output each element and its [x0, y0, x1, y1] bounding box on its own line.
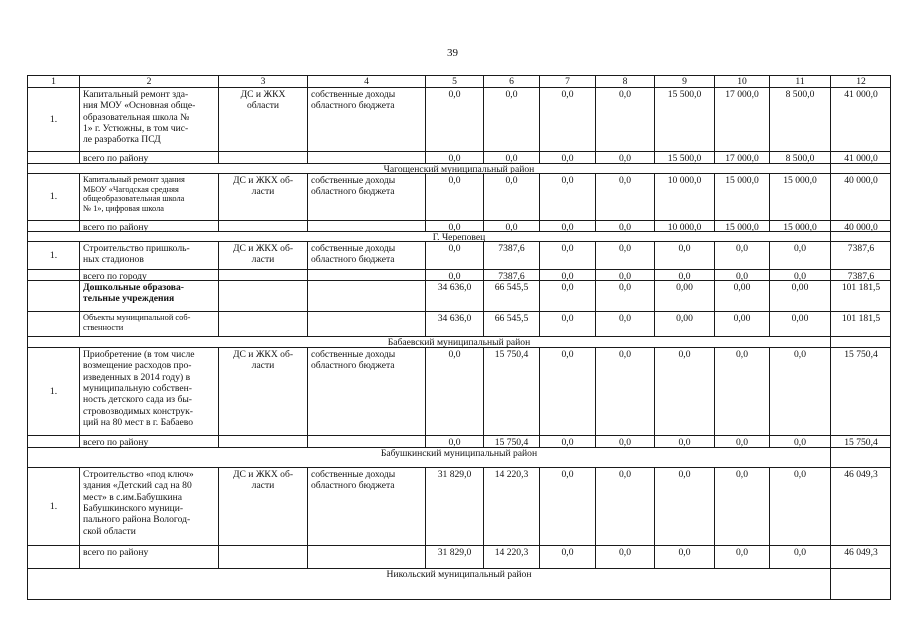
- value-col-11: 0,0: [769, 467, 830, 545]
- row-number: 1.: [27, 347, 79, 435]
- object-name: всего по району: [79, 545, 218, 568]
- value-col-9: 10 000,0: [654, 173, 714, 220]
- value-col-9: 0,00: [654, 280, 714, 311]
- value-col-12: 46 049,3: [830, 467, 891, 545]
- value-col-10: 0,0: [714, 241, 769, 269]
- section-tail-cell: [830, 447, 891, 467]
- value-col-11: 15 000,0: [769, 220, 830, 231]
- value-col-8: 0,0: [595, 269, 654, 280]
- row-number: 1.: [27, 173, 79, 220]
- value-col-10: 17 000,0: [714, 87, 769, 151]
- executor: ДС и ЖКХ области: [218, 87, 307, 151]
- value-col-5: 0,0: [425, 173, 483, 220]
- section-left-border: [27, 568, 34, 600]
- executor: [218, 435, 307, 447]
- section-title: Никольский муниципальный район: [27, 568, 891, 600]
- value-col-6: 14 220,3: [483, 467, 539, 545]
- value-col-7: 0,0: [539, 151, 595, 163]
- funding-source: [307, 311, 425, 336]
- funding-source: собственные доходы областного бюджета: [307, 467, 425, 545]
- section-tail-cell: [830, 568, 891, 600]
- value-col-11: 8 500,0: [769, 151, 830, 163]
- value-col-6: 0,0: [483, 220, 539, 231]
- value-col-7: 0,0: [539, 173, 595, 220]
- section-left-border: [27, 447, 34, 467]
- row-number: [27, 220, 79, 231]
- value-col-12: 101 181,5: [830, 280, 891, 311]
- executor: [218, 545, 307, 568]
- value-col-11: 0,00: [769, 311, 830, 336]
- value-col-7: 0,0: [539, 545, 595, 568]
- value-col-7: 0,0: [539, 87, 595, 151]
- funding-source: [307, 545, 425, 568]
- object-name: всего по району: [79, 220, 218, 231]
- value-col-9: 0,0: [654, 269, 714, 280]
- value-col-9: 0,0: [654, 241, 714, 269]
- section-left-border: [27, 231, 34, 241]
- value-col-12: 40 000,0: [830, 220, 891, 231]
- executor: [218, 151, 307, 163]
- column-header-3: 3: [218, 75, 307, 87]
- object-name: Капитальный ремонт здания МБОУ «Чагодская средняя общеобразовательная школа № 1», цифровая школа: [79, 173, 218, 220]
- value-col-6: 15 750,4: [483, 435, 539, 447]
- section-title: Бабаевский муниципальный район: [27, 336, 891, 347]
- value-col-9: 0,0: [654, 435, 714, 447]
- section-tail-cell: [830, 163, 891, 173]
- row-number: 1.: [27, 467, 79, 545]
- value-col-7: 0,0: [539, 220, 595, 231]
- section-tail-cell: [830, 336, 891, 347]
- object-name: всего по городу: [79, 269, 218, 280]
- value-col-7: 0,0: [539, 435, 595, 447]
- executor: ДС и ЖКХ об- ласти: [218, 467, 307, 545]
- value-col-6: 0,0: [483, 87, 539, 151]
- funding-source: собственные доходы областного бюджета: [307, 87, 425, 151]
- value-col-9: 15 500,0: [654, 151, 714, 163]
- funding-source: [307, 435, 425, 447]
- value-col-5: 31 829,0: [425, 545, 483, 568]
- value-col-6: 14 220,3: [483, 545, 539, 568]
- object-name: Строительство «под ключ» здания «Детский сад на 80 мест» в с.им.Бабушкина Бабушкинского муници- пального района Вологод- ской области: [79, 467, 218, 545]
- column-header-7: 7: [539, 75, 595, 87]
- column-header-10: 10: [714, 75, 769, 87]
- value-col-7: 0,0: [539, 280, 595, 311]
- value-col-7: 0,0: [539, 467, 595, 545]
- value-col-5: 0,0: [425, 87, 483, 151]
- column-header-2: 2: [79, 75, 218, 87]
- value-col-6: 15 750,4: [483, 347, 539, 435]
- funding-source: [307, 220, 425, 231]
- value-col-11: 0,0: [769, 435, 830, 447]
- value-col-8: 0,0: [595, 435, 654, 447]
- value-col-12: 46 049,3: [830, 545, 891, 568]
- value-col-6: 0,0: [483, 151, 539, 163]
- row-number: [27, 545, 79, 568]
- column-header-11: 11: [769, 75, 830, 87]
- section-left-border: [27, 163, 34, 173]
- value-col-10: 0,0: [714, 545, 769, 568]
- value-col-7: 0,0: [539, 269, 595, 280]
- column-header-5: 5: [425, 75, 483, 87]
- row-number: 1.: [27, 87, 79, 151]
- column-header-9: 9: [654, 75, 714, 87]
- value-col-9: 0,0: [654, 347, 714, 435]
- value-col-8: 0,0: [595, 241, 654, 269]
- section-tail-cell: [830, 231, 891, 241]
- row-number: [27, 151, 79, 163]
- row-number: [27, 269, 79, 280]
- value-col-5: 34 636,0: [425, 311, 483, 336]
- object-name: Строительство пришколь- ных стадионов: [79, 241, 218, 269]
- executor: [218, 220, 307, 231]
- value-col-10: 15 000,0: [714, 173, 769, 220]
- value-col-11: 0,00: [769, 280, 830, 311]
- value-col-10: 15 000,0: [714, 220, 769, 231]
- executor: ДС и ЖКХ об- ласти: [218, 173, 307, 220]
- value-col-5: 0,0: [425, 347, 483, 435]
- funding-source: [307, 269, 425, 280]
- row-number: [27, 311, 79, 336]
- value-col-9: 0,0: [654, 545, 714, 568]
- value-col-8: 0,0: [595, 87, 654, 151]
- value-col-5: 0,0: [425, 269, 483, 280]
- value-col-10: 0,0: [714, 269, 769, 280]
- budget-table: [27, 75, 891, 600]
- column-header-8: 8: [595, 75, 654, 87]
- value-col-12: 41 000,0: [830, 151, 891, 163]
- value-col-6: 7387,6: [483, 241, 539, 269]
- value-col-9: 10 000,0: [654, 220, 714, 231]
- column-header-4: 4: [307, 75, 425, 87]
- funding-source: собственные доходы областного бюджета: [307, 173, 425, 220]
- value-col-12: 101 181,5: [830, 311, 891, 336]
- object-name: Дошкольные образова- тельные учреждения: [79, 280, 218, 311]
- value-col-10: 0,0: [714, 435, 769, 447]
- column-header-1: 1: [27, 75, 79, 87]
- value-col-6: 7387,6: [483, 269, 539, 280]
- funding-source: [307, 151, 425, 163]
- section-title: Г. Череповец: [27, 231, 891, 241]
- value-col-12: 40 000,0: [830, 173, 891, 220]
- value-col-10: 0,0: [714, 347, 769, 435]
- executor: ДС и ЖКХ об- ласти: [218, 347, 307, 435]
- value-col-10: 17 000,0: [714, 151, 769, 163]
- value-col-7: 0,0: [539, 311, 595, 336]
- section-title: Бабушкинский муниципальный район: [27, 447, 891, 467]
- executor: [218, 311, 307, 336]
- value-col-8: 0,0: [595, 545, 654, 568]
- value-col-5: 34 636,0: [425, 280, 483, 311]
- value-col-6: 66 545,5: [483, 280, 539, 311]
- page-number: 39: [447, 47, 458, 59]
- value-col-8: 0,0: [595, 467, 654, 545]
- value-col-8: 0,0: [595, 280, 654, 311]
- value-col-12: 7387,6: [830, 241, 891, 269]
- value-col-5: 0,0: [425, 435, 483, 447]
- value-col-6: 0,0: [483, 173, 539, 220]
- column-header-6: 6: [483, 75, 539, 87]
- row-number: 1.: [27, 241, 79, 269]
- value-col-12: 15 750,4: [830, 347, 891, 435]
- value-col-5: 0,0: [425, 220, 483, 231]
- value-col-12: 7387,6: [830, 269, 891, 280]
- value-col-5: 0,0: [425, 241, 483, 269]
- section-left-border: [27, 336, 34, 347]
- value-col-8: 0,0: [595, 347, 654, 435]
- value-col-10: 0,00: [714, 311, 769, 336]
- value-col-9: 15 500,0: [654, 87, 714, 151]
- value-col-9: 0,00: [654, 311, 714, 336]
- value-col-12: 41 000,0: [830, 87, 891, 151]
- funding-source: собственные доходы областного бюджета: [307, 347, 425, 435]
- funding-source: собственные доходы областного бюджета: [307, 241, 425, 269]
- executor: [218, 280, 307, 311]
- funding-source: [307, 280, 425, 311]
- value-col-8: 0,0: [595, 151, 654, 163]
- value-col-10: 0,00: [714, 280, 769, 311]
- row-number: [27, 435, 79, 447]
- value-col-6: 66 545,5: [483, 311, 539, 336]
- section-title: Чагощенский муниципальный район: [27, 163, 891, 173]
- object-name: всего по району: [79, 151, 218, 163]
- executor: ДС и ЖКХ об- ласти: [218, 241, 307, 269]
- value-col-11: 0,0: [769, 545, 830, 568]
- value-col-12: 15 750,4: [830, 435, 891, 447]
- value-col-7: 0,0: [539, 347, 595, 435]
- value-col-7: 0,0: [539, 241, 595, 269]
- value-col-8: 0,0: [595, 220, 654, 231]
- value-col-11: 0,0: [769, 347, 830, 435]
- value-col-10: 0,0: [714, 467, 769, 545]
- value-col-5: 31 829,0: [425, 467, 483, 545]
- value-col-11: 0,0: [769, 269, 830, 280]
- value-col-11: 0,0: [769, 241, 830, 269]
- object-name: Объекты муниципальной соб- ственности: [79, 311, 218, 336]
- executor: [218, 269, 307, 280]
- value-col-11: 8 500,0: [769, 87, 830, 151]
- value-col-5: 0,0: [425, 151, 483, 163]
- value-col-8: 0,0: [595, 173, 654, 220]
- value-col-11: 15 000,0: [769, 173, 830, 220]
- row-number: [27, 280, 79, 311]
- value-col-8: 0,0: [595, 311, 654, 336]
- object-name: Приобретение (в том числе возмещение расходов про- изведенных в 2014 году) в муниципальную собствен- ность детского сада из бы- стровозводимых конструк- ций на 80 мест в г. Бабаево: [79, 347, 218, 435]
- column-header-12: 12: [830, 75, 891, 87]
- object-name: всего по району: [79, 435, 218, 447]
- object-name: Капитальный ремонт зда- ния МОУ «Основная обще- образовательная школа № 1» г. Устюжны, в том чис- ле разработка ПСД: [79, 87, 218, 151]
- value-col-9: 0,0: [654, 467, 714, 545]
